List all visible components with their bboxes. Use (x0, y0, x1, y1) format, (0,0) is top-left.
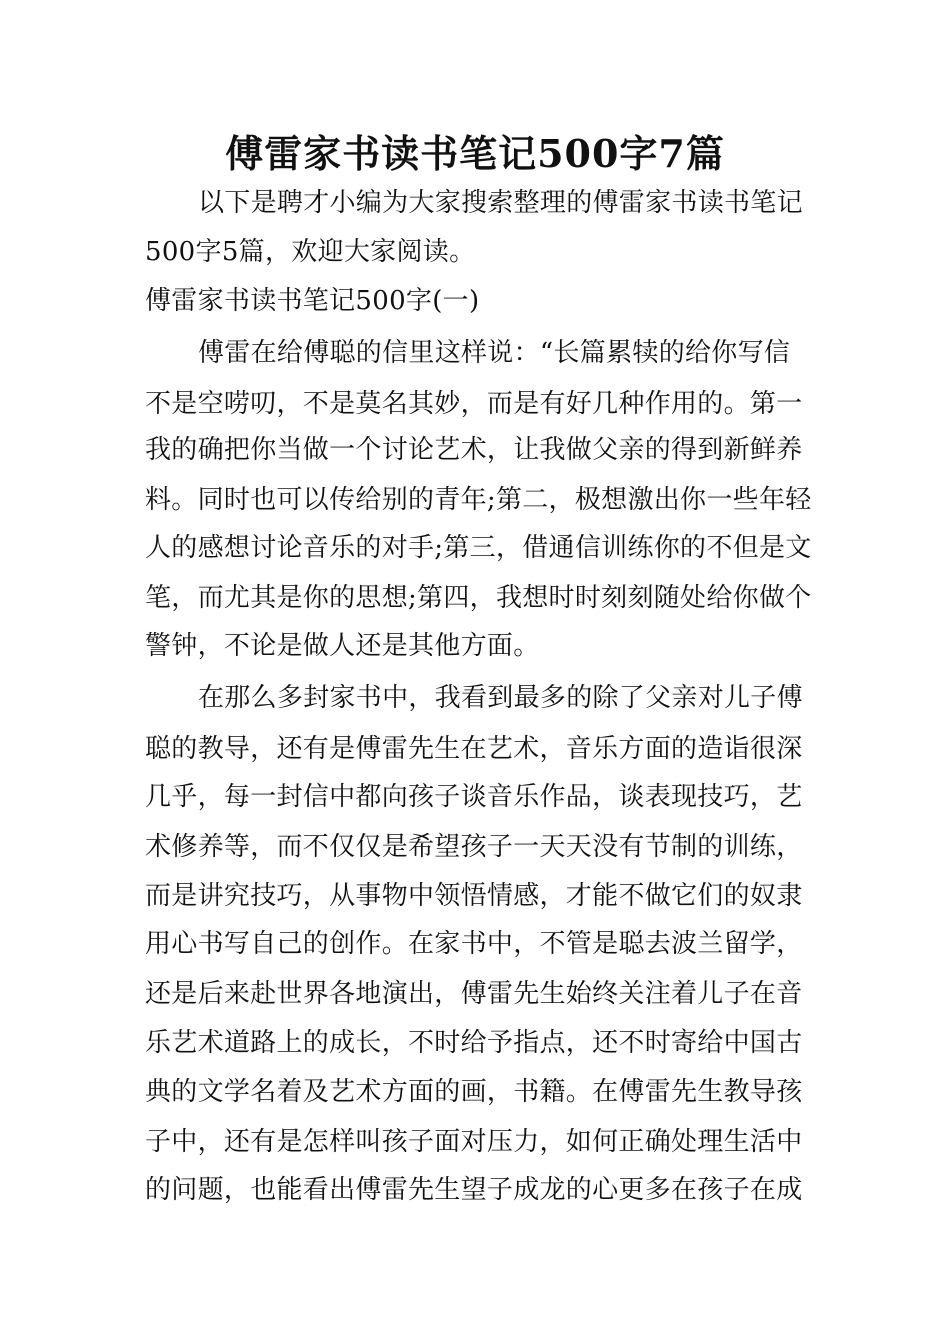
document-title: 傅雷家书读书笔记500字7篇 (225, 131, 725, 176)
paragraph-line: 警钟，不论是做人还是其他方面。 (145, 631, 540, 661)
paragraph-line: 术修养等，而不仅仅是希望孩子一天天没有节制的训练， (145, 832, 803, 862)
intro-line: 500字5篇，欢迎大家阅读。 (145, 237, 476, 267)
intro-line: 以下是聘才小编为大家搜索整理的傅雷家书读书笔记 (198, 188, 803, 218)
paragraph-line: 的问题，也能看出傅雷先生望子成龙的心更多在孩子在成 (145, 1175, 803, 1205)
paragraph-line: 不是空唠叨，不是莫名其妙，而是有好几种作用的。第一 (145, 389, 803, 419)
paragraph-line: 子中，还有是怎样叫孩子面对压力，如何正确处理生活中 (145, 1127, 803, 1157)
section-heading: 傅雷家书读书笔记500字(一) (145, 286, 480, 316)
paragraph-line: 还是后来赴世界各地演出，傅雷先生始终关注着儿子在音 (145, 979, 803, 1009)
paragraph-line: 几乎，每一封信中都向孩子谈音乐作品，谈表现技巧，艺 (145, 782, 803, 812)
paragraph-line: 傅雷在给傅聪的信里这样说：“长篇累犊的给你写信 (198, 338, 791, 368)
paragraph-line: 我的确把你当做一个讨论艺术，让我做父亲的得到新鲜养 (145, 435, 803, 465)
paragraph-line: 用心书写自己的创作。在家书中，不管是聪去波兰留学， (145, 929, 803, 959)
paragraph-line: 而是讲究技巧，从事物中领悟情感，才能不做它们的奴隶 (145, 881, 803, 911)
paragraph-line: 笔，而尤其是你的思想;第四，我想时时刻刻随处给你做个 (145, 583, 812, 613)
paragraph-line: 聪的教导，还有是傅雷先生在艺术，音乐方面的造诣很深 (145, 734, 803, 764)
paragraph-line: 人的感想讨论音乐的对手;第三，借通信训练你的不但是文 (145, 533, 812, 563)
paragraph-line: 乐艺术道路上的成长，不时给予指点，还不时寄给中国古 (145, 1028, 803, 1058)
paragraph-line: 典的文学名着及艺术方面的画，书籍。在傅雷先生教导孩 (145, 1077, 803, 1107)
paragraph-line: 料。同时也可以传给别的青年;第二，极想激出你一些年轻 (145, 485, 812, 515)
paragraph-line: 在那么多封家书中，我看到最多的除了父亲对儿子傅 (198, 683, 803, 713)
